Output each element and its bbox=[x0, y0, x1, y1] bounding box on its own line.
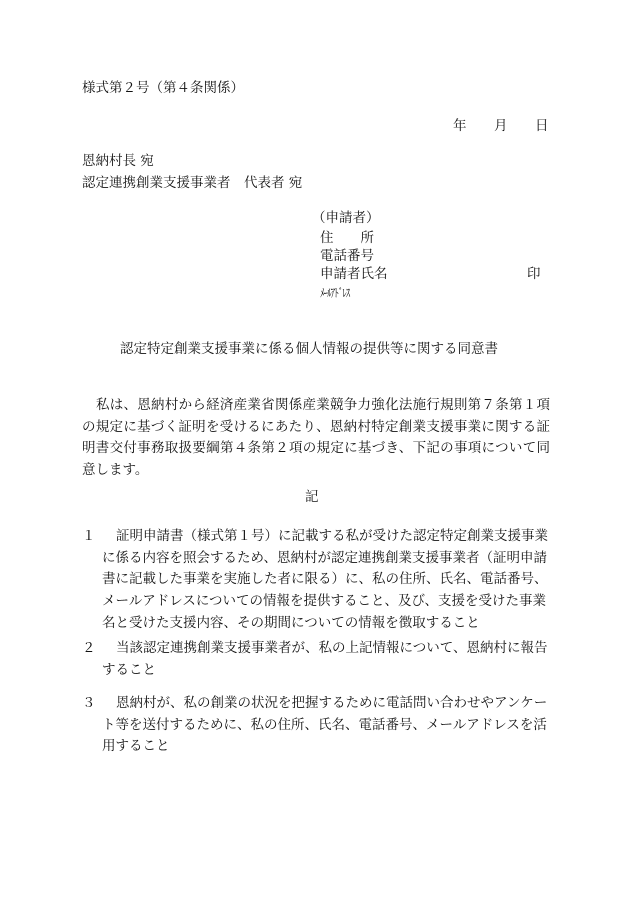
date-year: 年 bbox=[453, 118, 467, 134]
item-text: 証明申請書（様式第１号）に記載する私が受けた認定特定創業支援事業に係る内容を照会するため、恩納村が認定連携創業支援事業者（証明申請書に記載した事業を実施した者に限る）に、私の住所、氏名、電話番号、メールアドレスについての情報を提供すること、及び、支援を受けた事業名と受けた支援内容、その期間についての情報を徴取すること bbox=[102, 528, 548, 631]
item-number: ３ bbox=[82, 695, 96, 711]
item-number: ２ bbox=[82, 640, 96, 656]
applicant-name-label: 申請者氏名 bbox=[320, 266, 388, 282]
list-item bbox=[82, 693, 550, 758]
form-number: 様式第２号（第４条関係） bbox=[82, 80, 244, 96]
item-text: 当該認定連携創業支援事業者が、私の上記情報について、恩納村に報告すること bbox=[102, 640, 548, 678]
ki-heading: 記 bbox=[305, 489, 319, 505]
item-text: 恩納村が、私の創業の状況を把握するために電話問い合わせやアンケート等を送付するために、私の住所、氏名、電話番号、メールアドレスを活用すること bbox=[102, 695, 548, 755]
document-title: 認定特定創業支援事業に係る個人情報の提供等に関する同意書 bbox=[120, 341, 498, 357]
intro-paragraph: 私は、恩納村から経済産業省関係産業競争力強化法施行規則第７条第１項の規定に基づく証明を受けるにあたり、恩納村特定創業支援事業に関する証明書交付事務取扱要綱第４条第２項の規定に基づき、下記の事項について同意します。 bbox=[82, 397, 550, 479]
phone-label: 電話番号 bbox=[320, 248, 374, 264]
list-item bbox=[82, 638, 550, 681]
item-number: １ bbox=[82, 528, 96, 544]
address-label: 住 所 bbox=[320, 230, 374, 246]
addressee-line1: 恩納村長 宛 bbox=[82, 153, 154, 169]
applicant-heading: （申請者） bbox=[312, 210, 380, 226]
email-label: ﾒｰﾙｱﾄﾞﾚｽ bbox=[320, 286, 350, 300]
seal-mark: 印 bbox=[527, 266, 541, 282]
addressee-line2: 認定連携創業支援事業者 代表者 宛 bbox=[82, 175, 303, 191]
list-item bbox=[82, 526, 550, 635]
date-month: 月 bbox=[494, 118, 508, 134]
date-day: 日 bbox=[535, 118, 549, 134]
